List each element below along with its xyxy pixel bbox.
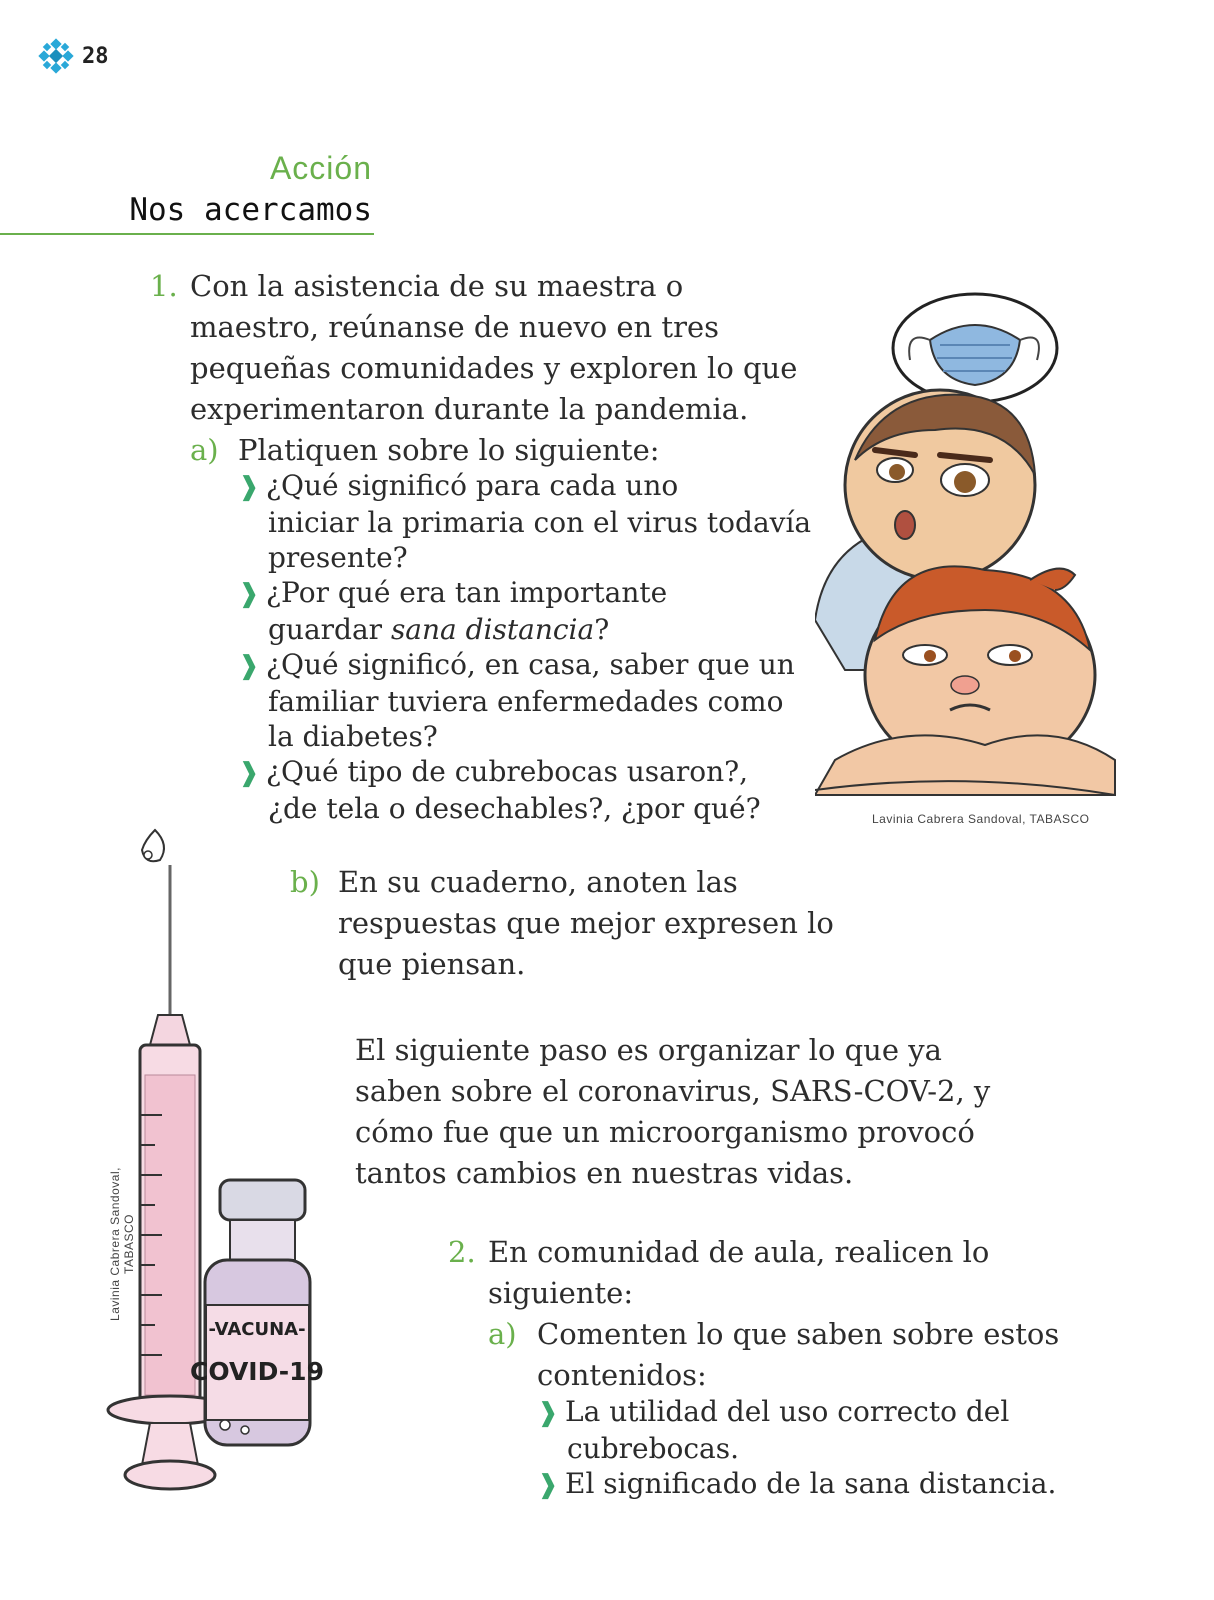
item-2a-letter: a): [488, 1317, 517, 1351]
question-line: ¿Qué significó para cada uno: [266, 469, 679, 502]
bullet-line: El significado de la sana distancia.: [565, 1467, 1057, 1500]
children-illustration: [815, 290, 1125, 805]
item-2a-line: Comenten lo que saben sobre estos: [537, 1317, 1060, 1351]
item-2-number: [448, 1232, 476, 1273]
item-1b-line: respuestas que mejor expresen lo: [338, 906, 834, 940]
question-line: ¿Por qué era tan importante: [266, 576, 668, 609]
list-item: [238, 647, 828, 754]
question-line: ¿Qué significó, en casa, saber que un: [266, 648, 795, 681]
item-1-line: experimentaron durante la pandemia.: [190, 392, 749, 426]
item-1b-line: En su cuaderno, anoten las: [338, 865, 738, 899]
paragraph-line: cómo fue que un microorganismo provocó: [355, 1115, 975, 1149]
question-line: familiar tuviera enfermedades como: [268, 685, 784, 718]
chevron-right-icon: ❱: [238, 579, 260, 609]
question-line: ¿de tela o desechables?, ¿por qué?: [268, 792, 761, 825]
item-2a-label: [488, 1314, 517, 1355]
page-header: [38, 38, 109, 74]
chevron-right-icon: ❱: [537, 1398, 559, 1428]
vial-label-line1: -VACUNA-: [208, 1319, 306, 1340]
item-1-line: pequeñas comunidades y exploren lo que: [190, 351, 798, 385]
list-item: [238, 575, 828, 647]
item-1a-text: Platiquen sobre lo siguiente:: [238, 433, 660, 467]
vial-label-line2: COVID-19: [190, 1357, 324, 1386]
item-1a-letter: a): [190, 433, 219, 467]
paragraph-line: tantos cambios en nuestras vidas.: [355, 1156, 854, 1190]
emphasis-term: sana distancia: [390, 613, 595, 646]
list-item: [537, 1466, 1087, 1503]
list-item: [537, 1394, 1087, 1466]
item-1-number: [150, 266, 178, 307]
chevron-right-icon: ❱: [238, 651, 260, 681]
chevron-right-icon: ❱: [238, 472, 260, 502]
chevron-right-icon: ❱: [537, 1470, 559, 1500]
question-line: ?: [594, 613, 610, 646]
item-1-text: [190, 266, 830, 430]
item-1b-letter: b): [290, 865, 320, 899]
snowflake-icon: [38, 38, 74, 74]
question-list: [238, 468, 828, 826]
item-1-line: Con la asistencia de su maestra o: [190, 269, 684, 303]
content-list: [537, 1394, 1087, 1503]
bullet-line: La utilidad del uso correcto del: [565, 1395, 1010, 1428]
question-line: la diabetes?: [268, 720, 438, 753]
item-2-number-label: 2.: [448, 1235, 476, 1269]
section-title: Nos acercamos: [129, 192, 372, 228]
item-2-text: [488, 1232, 1048, 1314]
paragraph-line: El siguiente paso es organizar lo que ya: [355, 1033, 942, 1067]
item-1-number-label: 1.: [150, 269, 178, 303]
item-2a-text: [537, 1314, 1097, 1396]
item-1a-label: [190, 430, 219, 471]
item-1b-text: [338, 862, 878, 985]
question-line: iniciar la primaria con el virus todavía: [268, 506, 812, 539]
question-line: presente?: [268, 541, 408, 574]
question-line: ¿Qué tipo de cubrebocas usaron?,: [266, 755, 749, 788]
chevron-right-icon: ❱: [238, 758, 260, 788]
section-kicker: Acción: [269, 150, 372, 186]
vaccine-illustration-credit: Lavinia Cabrera Sandoval, TABASCO: [108, 1167, 136, 1321]
item-2-line: siguiente:: [488, 1276, 634, 1310]
list-item: [238, 754, 828, 826]
section-rule: [0, 233, 374, 235]
list-item: [238, 468, 828, 575]
page-number: 28: [82, 43, 109, 69]
item-1b-line: que piensan.: [338, 947, 526, 981]
intro-paragraph: [355, 1030, 1035, 1194]
illustration-credit: Lavinia Cabrera Sandoval, TABASCO: [872, 812, 1090, 826]
item-2a-line: contenidos:: [537, 1358, 707, 1392]
paragraph-line: saben sobre el coronavirus, SARS-COV-2, y: [355, 1074, 991, 1108]
bullet-line: cubrebocas.: [567, 1432, 740, 1465]
item-2-line: En comunidad de aula, realicen lo: [488, 1235, 990, 1269]
question-line: guardar: [268, 613, 391, 646]
item-1-line: maestro, reúnanse de nuevo en tres: [190, 310, 719, 344]
